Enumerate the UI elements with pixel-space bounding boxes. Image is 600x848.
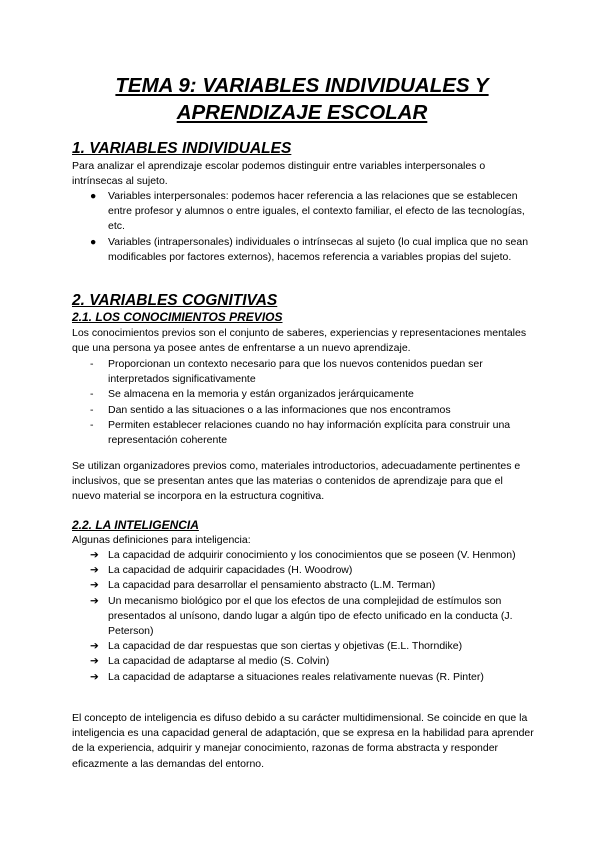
list-item: - Se almacena en la memoria y están organizados jerárquicamente: [108, 387, 534, 402]
arrow-right-icon: ➔: [90, 549, 99, 561]
list-item: ➔ La capacidad de adaptarse a situaciones reales relativamente nuevas (R. Pinter): [108, 670, 534, 685]
section-1-heading: 1. VARIABLES INDIVIDUALES: [72, 140, 292, 157]
dash-icon: -: [90, 418, 94, 431]
subsection-2-2-bullet-list: [90, 548, 534, 685]
list-item: ➔ La capacidad para desarrollar el pensamiento abstracto (L.M. Terman): [108, 578, 534, 593]
section-1-intro: Para analizar el aprendizaje escolar podemos distinguir entre variables interpersonales o intrínsecas al sujeto.: [72, 160, 486, 188]
list-item: ● Variables interpersonales: podemos hacer referencia a las relaciones que se establecen entre profesor y alumnos o entre iguales, el contexto familiar, el efecto de las tecnologías, etc.: [90, 190, 525, 233]
list-item: ➔ La capacidad de adquirir capacidades (H. Woodrow): [108, 563, 534, 578]
dash-icon: -: [90, 358, 94, 370]
document-title: [72, 72, 532, 126]
list-item: ● Variables (intrapersonales) individuales o intrínsecas al sujeto (lo cual implica que no sean modificables por factores externos), hacemos referencia a variables propias del sujeto.: [90, 235, 529, 263]
arrow-right-icon: ➔: [90, 564, 99, 577]
subsection-2-1-bullet-list: [90, 357, 534, 448]
arrow-right-icon: ➔: [90, 670, 99, 683]
dash-icon: -: [90, 388, 94, 401]
title-line-2: APRENDIZAJE ESCOLAR: [176, 101, 428, 124]
list-item: - Permiten establecer relaciones cuando no hay información explícita para construir una representación coherente: [90, 418, 511, 447]
list-item: ➔ La capacidad de adquirir conocimiento y los conocimientos que se poseen (V. Henmon): [108, 548, 534, 563]
list-item: ➔ La capacidad de dar respuestas que son ciertas y objetivas (E.L. Thorndike): [108, 639, 534, 654]
bullet-dot-icon: ●: [90, 235, 97, 248]
subsection-2-1-closing: Se utilizan organizadores previos como, materiales introductorios, adecuadamente pertinentes e inclusivos, que se presentan antes que las materias o contenidos de aprendizaje para que el nuevo material se incorpora en la estructura cognitiva.: [72, 460, 521, 503]
arrow-right-icon: ➔: [90, 579, 99, 592]
section-1-bullet-list: [90, 189, 534, 265]
subsection-2-1-intro: Los conocimientos previos son el conjunto de saberes, experiencias y representaciones mentales que una persona ya posee antes de enfrentarse a un nuevo aprendizaje.: [72, 327, 527, 355]
list-item: - Dan sentido a las situaciones o a las informaciones que nos encontramos: [108, 403, 534, 418]
list-item: - Proporcionan un contexto necesario para que los nuevos contenidos puedan ser interpretados significativamente: [90, 358, 483, 386]
list-item: ➔ Un mecanismo biológico por el que los efectos de una complejidad de estímulos son presentados al unísono, dando lugar a algún tipo de efecto unificado en la conducta (J. Peterson): [90, 594, 513, 638]
dash-icon: -: [90, 403, 94, 416]
section-2-heading: 2. VARIABLES COGNITIVAS: [72, 292, 278, 309]
subsection-2-2-heading: 2.2. LA INTELIGENCIA: [72, 518, 199, 532]
arrow-right-icon: ➔: [90, 594, 99, 607]
subsection-2-2-intro: Algunas definiciones para inteligencia:: [72, 534, 251, 546]
arrow-right-icon: ➔: [90, 640, 99, 653]
title-line-1: TEMA 9: VARIABLES INDIVIDUALES Y: [115, 74, 489, 97]
subsection-2-1-heading: 2.1. LOS CONOCIMIENTOS PREVIOS: [72, 310, 283, 324]
subsection-2-2-closing: El concepto de inteligencia es difuso debido a su carácter multidimensional. Se coincide en que la inteligencia es una capacidad general de adaptación, que se expresa en la habilidad para aprender de la experiencia, adquirir y manejar conocimiento, razonas de forma abstracta y responder eficazmente a las demandas del entorno.: [72, 712, 534, 770]
list-item: ➔ La capacidad de adaptarse al medio (S. Colvin): [108, 654, 534, 669]
arrow-right-icon: ➔: [90, 655, 99, 668]
bullet-dot-icon: ●: [90, 190, 97, 202]
